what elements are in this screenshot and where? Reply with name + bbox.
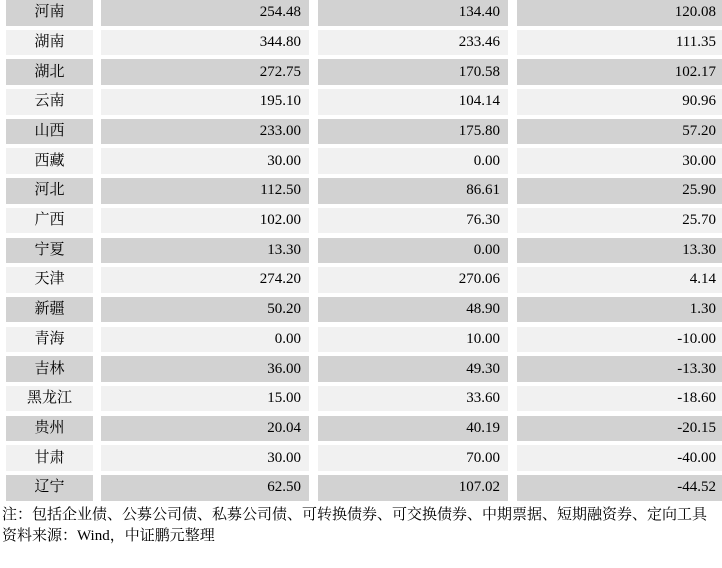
value-cell-2: 49.30 — [318, 356, 508, 382]
table-row — [6, 208, 722, 234]
table-row — [6, 475, 722, 501]
province-name-cell: 贵州 — [6, 416, 93, 442]
value-cell-2: 10.00 — [318, 327, 508, 353]
value-cell-1: 195.10 — [101, 89, 309, 115]
table-row — [6, 30, 722, 56]
value-cell-1: 254.48 — [101, 0, 309, 26]
value-cell-2: 175.80 — [318, 119, 508, 145]
value-cell-1: 102.00 — [101, 208, 309, 234]
value-cell-1: 20.04 — [101, 416, 309, 442]
province-name-cell: 甘肃 — [6, 445, 93, 471]
value-cell-3: 1.30 — [517, 297, 722, 323]
table-row — [6, 267, 722, 293]
value-cell-3: 90.96 — [517, 89, 722, 115]
value-cell-1: 0.00 — [101, 327, 309, 353]
value-cell-2: 0.00 — [318, 238, 508, 264]
value-cell-2: 48.90 — [318, 297, 508, 323]
table-row — [6, 386, 722, 412]
value-cell-3: 4.14 — [517, 267, 722, 293]
province-name-cell: 河北 — [6, 178, 93, 204]
value-cell-3: -44.52 — [517, 475, 722, 501]
value-cell-3: -13.30 — [517, 356, 722, 382]
province-name-cell: 天津 — [6, 267, 93, 293]
value-cell-3: 30.00 — [517, 148, 722, 174]
value-cell-2: 270.06 — [318, 267, 508, 293]
table-row — [6, 89, 722, 115]
value-cell-1: 30.00 — [101, 445, 309, 471]
value-cell-1: 30.00 — [101, 148, 309, 174]
table-row — [6, 148, 722, 174]
value-cell-1: 13.30 — [101, 238, 309, 264]
value-cell-2: 107.02 — [318, 475, 508, 501]
table-row — [6, 416, 722, 442]
value-cell-3: 13.30 — [517, 238, 722, 264]
province-name-cell: 湖北 — [6, 59, 93, 85]
value-cell-3: 120.08 — [517, 0, 722, 26]
province-name-cell: 辽宁 — [6, 475, 93, 501]
value-cell-1: 50.20 — [101, 297, 309, 323]
province-name-cell: 湖南 — [6, 30, 93, 56]
province-name-cell: 黑龙江 — [6, 386, 93, 412]
table-note: 注：包括企业债、公募公司债、私募公司债、可转换债券、可交换债券、中期票据、短期融资券、定向工具 — [2, 506, 708, 523]
data-source: 资料来源：Wind，中证鹏元整理 — [2, 528, 215, 544]
value-cell-2: 104.14 — [318, 89, 508, 115]
value-cell-2: 86.61 — [318, 178, 508, 204]
province-name-cell: 西藏 — [6, 148, 93, 174]
table-row — [6, 238, 722, 264]
province-name-cell: 云南 — [6, 89, 93, 115]
value-cell-1: 233.00 — [101, 119, 309, 145]
value-cell-3: 111.35 — [517, 30, 722, 56]
table-row — [6, 297, 722, 323]
table-row — [6, 327, 722, 353]
table-row — [6, 59, 722, 85]
value-cell-2: 170.58 — [318, 59, 508, 85]
value-cell-3: 57.20 — [517, 119, 722, 145]
table-row — [6, 0, 722, 26]
value-cell-1: 15.00 — [101, 386, 309, 412]
province-name-cell: 河南 — [6, 0, 93, 26]
value-cell-1: 344.80 — [101, 30, 309, 56]
value-cell-2: 76.30 — [318, 208, 508, 234]
province-name-cell: 宁夏 — [6, 238, 93, 264]
value-cell-1: 62.50 — [101, 475, 309, 501]
table-row — [6, 445, 722, 471]
value-cell-2: 70.00 — [318, 445, 508, 471]
province-name-cell: 吉林 — [6, 356, 93, 382]
value-cell-1: 272.75 — [101, 59, 309, 85]
province-name-cell: 新疆 — [6, 297, 93, 323]
value-cell-3: -20.15 — [517, 416, 722, 442]
table-footer — [0, 505, 722, 548]
value-cell-1: 36.00 — [101, 356, 309, 382]
value-cell-2: 33.60 — [318, 386, 508, 412]
value-cell-1: 112.50 — [101, 178, 309, 204]
value-cell-2: 233.46 — [318, 30, 508, 56]
value-cell-1: 274.20 — [101, 267, 309, 293]
province-name-cell: 广西 — [6, 208, 93, 234]
table-row — [6, 178, 722, 204]
value-cell-3: 102.17 — [517, 59, 722, 85]
province-name-cell: 山西 — [6, 119, 93, 145]
value-cell-3: -10.00 — [517, 327, 722, 353]
value-cell-3: 25.90 — [517, 178, 722, 204]
value-cell-3: 25.70 — [517, 208, 722, 234]
value-cell-2: 134.40 — [318, 0, 508, 26]
table-row — [6, 119, 722, 145]
province-name-cell: 青海 — [6, 327, 93, 353]
value-cell-3: -40.00 — [517, 445, 722, 471]
value-cell-2: 0.00 — [318, 148, 508, 174]
value-cell-2: 40.19 — [318, 416, 508, 442]
value-cell-3: -18.60 — [517, 386, 722, 412]
table-row — [6, 356, 722, 382]
